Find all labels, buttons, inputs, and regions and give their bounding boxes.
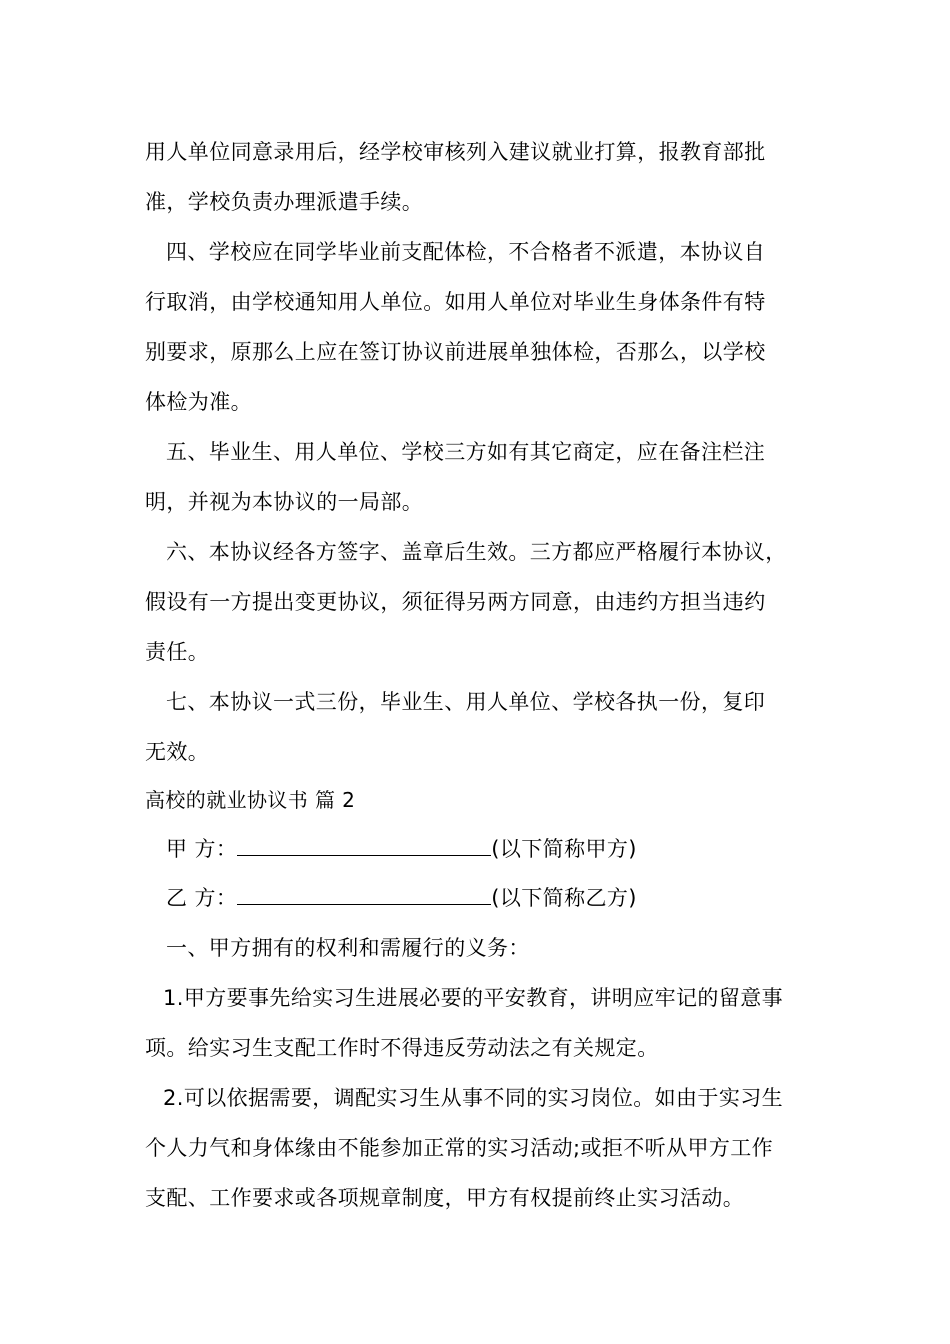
paragraph-line: 责任。 [145,640,210,664]
paragraph-line: 行取消，由学校通知用人单位。如用人单位对毕业生身体条件有特 [145,290,766,314]
paragraph-line: 支配、工作要求或各项规章制度，甲方有权提前终止实习活动。 [145,1186,745,1210]
party-a-blank [237,834,491,856]
paragraph-line: 明，并视为本协议的一局部。 [145,490,424,514]
paragraph-line: 别要求，原那么上应在签订协议前进展单独体检，否那么，以学校 [145,340,766,364]
party-a-line [166,834,637,864]
party-b-label: 乙 方： [166,886,238,910]
party-b-blank [237,883,491,905]
paragraph-line: 四、学校应在同学毕业前支配体检，不合格者不派遣，本协议自 [166,240,766,264]
paragraph-line: 个人力气和身体缘由不能参加正常的实习活动;或拒不听从甲方工作 [145,1136,774,1160]
paragraph-line: 无效。 [145,740,210,764]
paragraph-line: 六、本协议经各方签字、盖章后生效。三方都应严格履行本协议， [166,540,787,564]
party-b-suffix: (以下简称乙方) [491,886,637,910]
party-b-line [166,883,637,913]
paragraph-line: 1.甲方要事先给实习生进展必要的平安教育，讲明应牢记的留意事 [163,986,784,1010]
paragraph-line: 五、毕业生、用人单位、学校三方如有其它商定，应在备注栏注 [166,440,766,464]
paragraph-line: 2.可以依据需要，调配实习生从事不同的实习岗位。如由于实习生 [163,1086,784,1110]
paragraph-line: 准，学校负责办理派遣手续。 [145,190,424,214]
paragraph-line: 用人单位同意录用后，经学校审核列入建议就业打算，报教育部批 [145,140,766,164]
paragraph-line: 体检为准。 [145,390,252,414]
paragraph-line: 七、本协议一式三份，毕业生、用人单位、学校各执一份，复印 [166,690,766,714]
paragraph-line: 假设有一方提出变更协议，须征得另两方同意，由违约方担当违约 [145,590,766,614]
paragraph-line: 项。给实习生支配工作时不得违反劳动法之有关规定。 [145,1036,659,1060]
party-a-suffix: (以下简称甲方) [491,837,637,861]
paragraph-line: 一、甲方拥有的权利和需履行的义务： [166,936,530,960]
section-heading: 高校的就业协议书 篇 2 [145,788,356,812]
party-a-label: 甲 方： [166,837,238,861]
